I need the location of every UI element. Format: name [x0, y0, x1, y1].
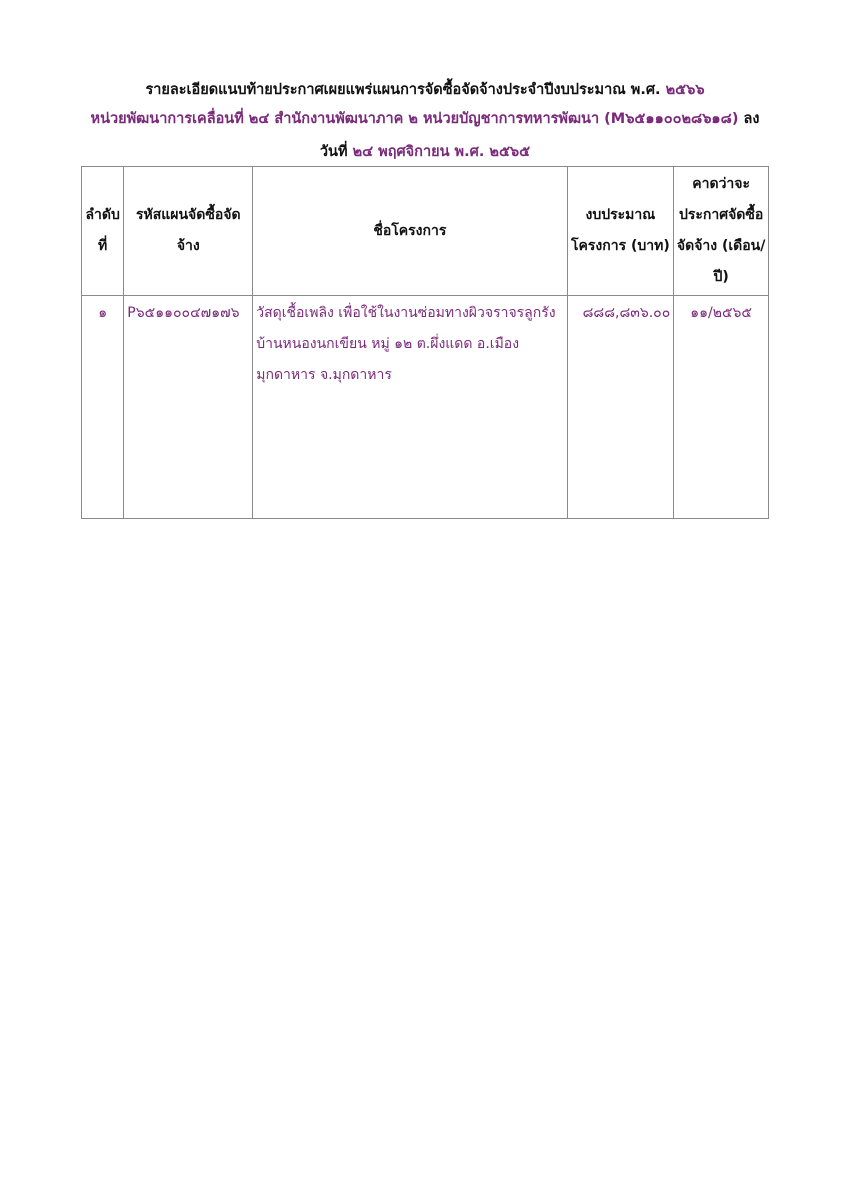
- cell-expected-date: ๑๑/๒๕๖๕: [674, 296, 769, 519]
- fiscal-year: ๒๕๖๖: [665, 82, 705, 98]
- table-header-row: [82, 167, 769, 296]
- document-title-line-3: [80, 140, 770, 163]
- cell-no: ๑: [82, 296, 124, 519]
- column-header-expected-date: คาดว่าจะประกาศจัดซื้อจัดจ้าง (เดือน/ปี): [674, 167, 769, 296]
- document-title-line-2: [80, 107, 770, 130]
- cell-budget: ๘๘๘,๘๓๖.๐๐: [567, 296, 674, 519]
- cell-plan-code: P๖๕๑๑๐๐๔๗๑๗๖: [124, 296, 253, 519]
- date-prefix: วันที่: [319, 144, 353, 160]
- procurement-plan-table: [81, 166, 769, 519]
- column-header-budget: งบประมาณโครงการ (บาท): [567, 167, 674, 296]
- title-suffix: ลง: [738, 111, 760, 127]
- table-row: [82, 296, 769, 519]
- announcement-date: ๒๔ พฤศจิกายน พ.ศ. ๒๕๖๕: [352, 144, 531, 160]
- document-title-line-1: [80, 78, 770, 101]
- column-header-no: ลำดับที่: [82, 167, 124, 296]
- title-text: รายละเอียดแนบท้ายประกาศเผยแพร่แผนการจัดซื้อจัดจ้างประจำปีงบประมาณ พ.ศ.: [145, 82, 666, 98]
- cell-project-name: วัสดุเชื้อเพลิง เพื่อใช้ในงานซ่อมทางผิวจราจรลูกรังบ้านหนองนกเขียน หมู่ ๑๒ ต.ผึ่งแดด อ.เมืองมุกดาหาร จ.มุกดาหาร: [253, 296, 567, 519]
- agency-name: หน่วยพัฒนาการเคลื่อนที่ ๒๔ สำนักงานพัฒนาภาค ๒ หน่วยบัญชาการทหารพัฒนา (M๖๕๑๑๐๐๒๘๖๑๘): [90, 111, 739, 127]
- column-header-plan-code: รหัสแผนจัดซื้อจัดจ้าง: [124, 167, 253, 296]
- column-header-project-name: ชื่อโครงการ: [253, 167, 567, 296]
